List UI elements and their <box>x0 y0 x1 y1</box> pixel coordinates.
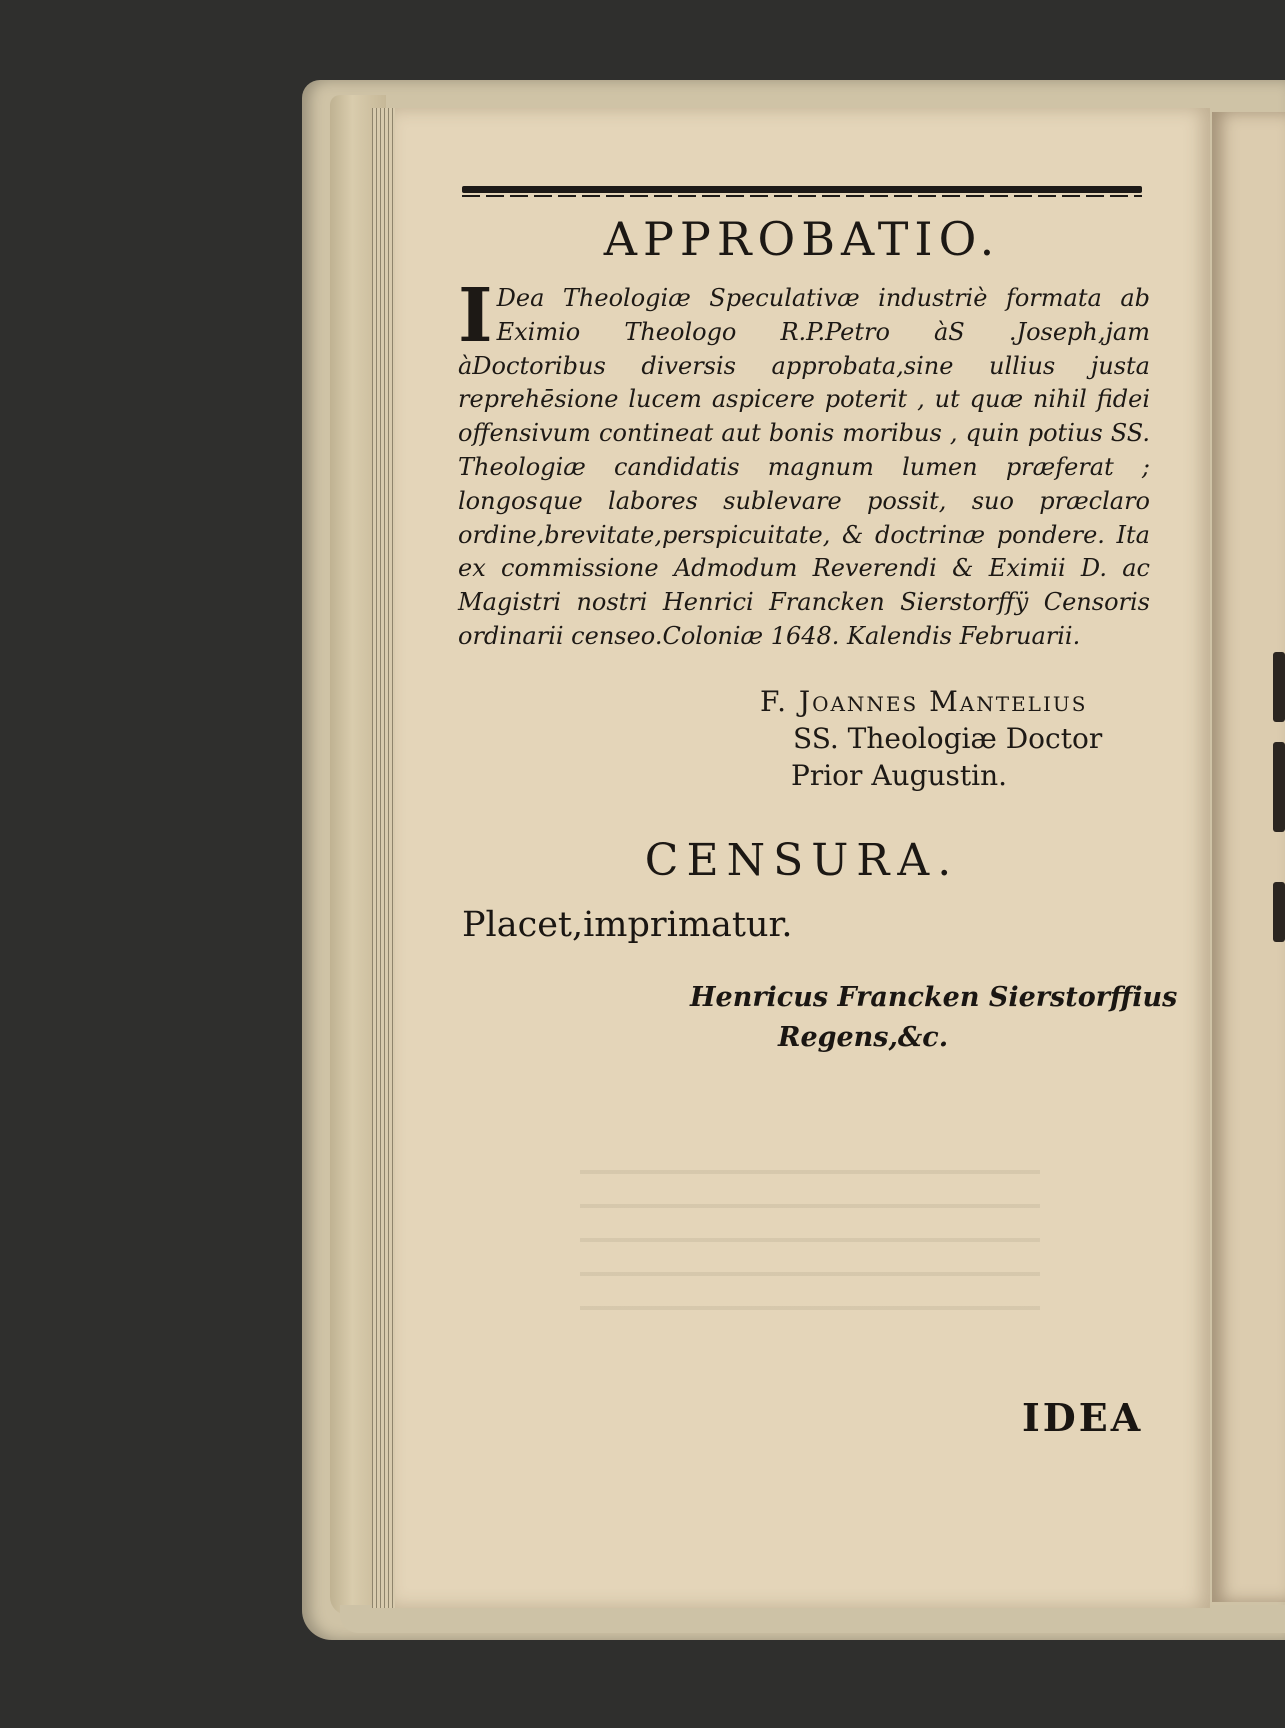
censor-name: Henricus Francken Sierstorffius <box>690 982 1178 1013</box>
signature-office: Prior Augustin. <box>791 759 1008 792</box>
signature-title: SS. Theologiæ Doctor <box>793 722 1103 755</box>
catchword: IDEA <box>1022 1395 1144 1440</box>
ink-bleed-through <box>580 1170 1040 1320</box>
ornamental-rule <box>462 186 1142 193</box>
censura-text: Placet,imprimatur. <box>462 905 793 945</box>
censura-heading: CENSURA. <box>644 835 960 886</box>
censor-title: Regens,&c. <box>778 1022 949 1053</box>
signature-name: F. Joannes Mantelius <box>760 685 1088 718</box>
approbatio-text: Dea Theologiæ Speculativæ industriè formata ab Eximio Theologo R.P.Petro àS .Joseph,jam àDoctoribus diversis approbata,sine ullius justa reprehēsione lucem aspicere poterit , ut quæ nihil fidei offensivum contineat aut bonis moribus , quin potius SS. Theologiæ candidatis magnum lumen præferat ; longosque labores sublevare possit, suo præclaro ordine,brevitate,perspicuitate, & doctrinæ pondere. Ita ex commissione Admodum Reverendi & Eximii D. ac Magistri nostri Henrici Francken Sierstorffÿ Censoris ordinarii censeo.Coloniæ 1648. Kalendis Februarii. <box>458 284 1150 650</box>
drop-cap: I <box>458 273 493 359</box>
approbatio-heading: APPROBATIO. <box>603 212 1001 266</box>
book-cover-bottom <box>340 1605 1285 1633</box>
facing-page <box>1212 112 1285 1602</box>
approbatio-paragraph <box>458 273 1150 654</box>
